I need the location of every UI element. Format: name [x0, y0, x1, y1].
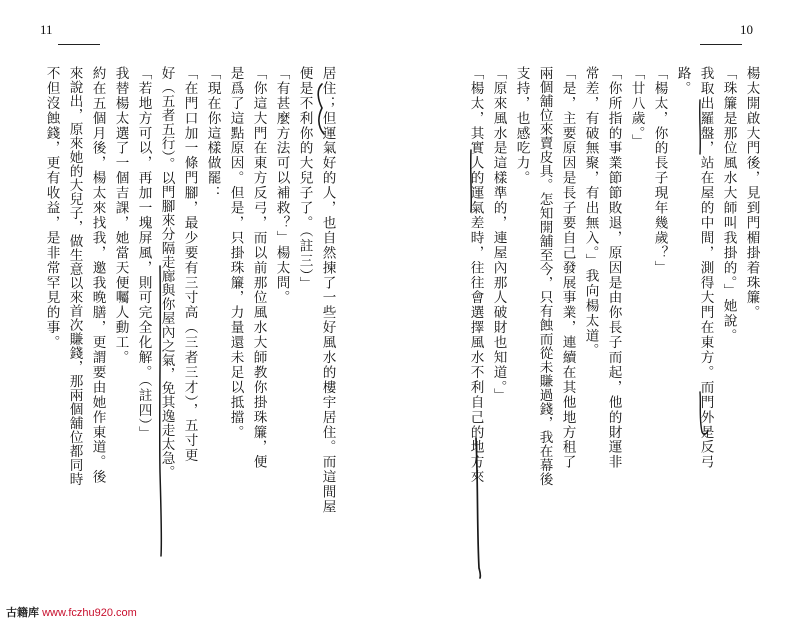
left-text-column: 居住；但運氣好的人，也自然揀了一些好風水的樓宇居住。而這間屋 [319, 66, 336, 515]
right-page-number: 10 [740, 22, 753, 37]
left-text-column: 「若地方可以，再加一塊屏風，則可完全化解。（註四）」 [135, 66, 152, 442]
left-text-column: 好（五者五行）。以門腳來分隔走廊與你屋內之氣，免其逸走太急。 [158, 66, 175, 480]
right-text-column: 「楊太，你的長子現年幾歲？」 [651, 66, 668, 276]
left-text-column: 不但沒蝕錢，更有收益，是非常罕見的事。 [43, 66, 60, 351]
right-text-column: 「是，主要原因是長子要自己發展事業，連續在其他地方租了 [559, 66, 576, 470]
site-name: 古籍库 [6, 607, 39, 619]
right-text-column: 「原來風水是這樣準的，連屋內那人破財也知道。」 [490, 66, 507, 404]
left-text-column: 便是不利你的大兒子了。（註三）」 [296, 66, 313, 292]
left-text-column: 「現在你這樣做罷： [204, 66, 221, 201]
left-text-column: 約在五個月後，楊太來找我，邀我晚膳，更謂要由她作東道。後 [89, 66, 106, 485]
right-text-column: 我取出羅盤，站在屋的中間，測得大門在東方。而門外是反弓 [697, 66, 714, 470]
site-watermark [6, 604, 137, 620]
left-text-column: 「你這大門在東方反弓，而以前那位風水大師教你掛珠簾，便 [250, 66, 267, 470]
right-text-column: 「楊太，其實人的運氣差時，往往會選擇風水不利自己的地方來 [467, 66, 484, 485]
right-text-column: 兩個舖位來賣皮具。怎知開舖至今，只有蝕而從未賺過錢，我在幕後 [536, 66, 553, 486]
right-text-column: 楊太開啟大門後，見到門楣掛着珠簾。 [743, 66, 760, 321]
right-text-column: 常差，有破無聚，有出無入。」我向楊太道。 [582, 66, 599, 359]
left-text-column: 「在門口加一條門腳，最少要有三寸高（三者三才），五寸更 [181, 66, 198, 463]
left-text-column: 「有甚麼方法可以補救？」楊太問。 [273, 66, 290, 306]
right-text-column: 「你所指的事業節節敗退，原因是由你長子而起，他的財運非 [605, 66, 622, 470]
site-url: www.fczhu920.com [42, 607, 137, 619]
right-text-column: 「廿八歲。」 [628, 66, 645, 149]
right-text-column: 支持，也感吃力。 [513, 66, 530, 186]
left-text-column: 是爲了這點原因。但是，只掛珠簾，力量還未足以抵擋。 [227, 66, 244, 440]
left-page-number: 11 [40, 22, 53, 37]
left-header-rule [58, 44, 100, 45]
right-header-rule [700, 44, 742, 45]
right-text-column: 「珠簾是那位風水大師叫我掛的。」她說。 [720, 66, 737, 344]
left-text-column: 來說出，原來她的大兒子，做生意以來首次賺錢，那兩個舖位都同時 [66, 66, 83, 486]
right-text-column: 路。 [674, 66, 691, 96]
left-text-column: 我替楊太選了一個吉課，她當天便囑人動工。 [112, 66, 129, 365]
